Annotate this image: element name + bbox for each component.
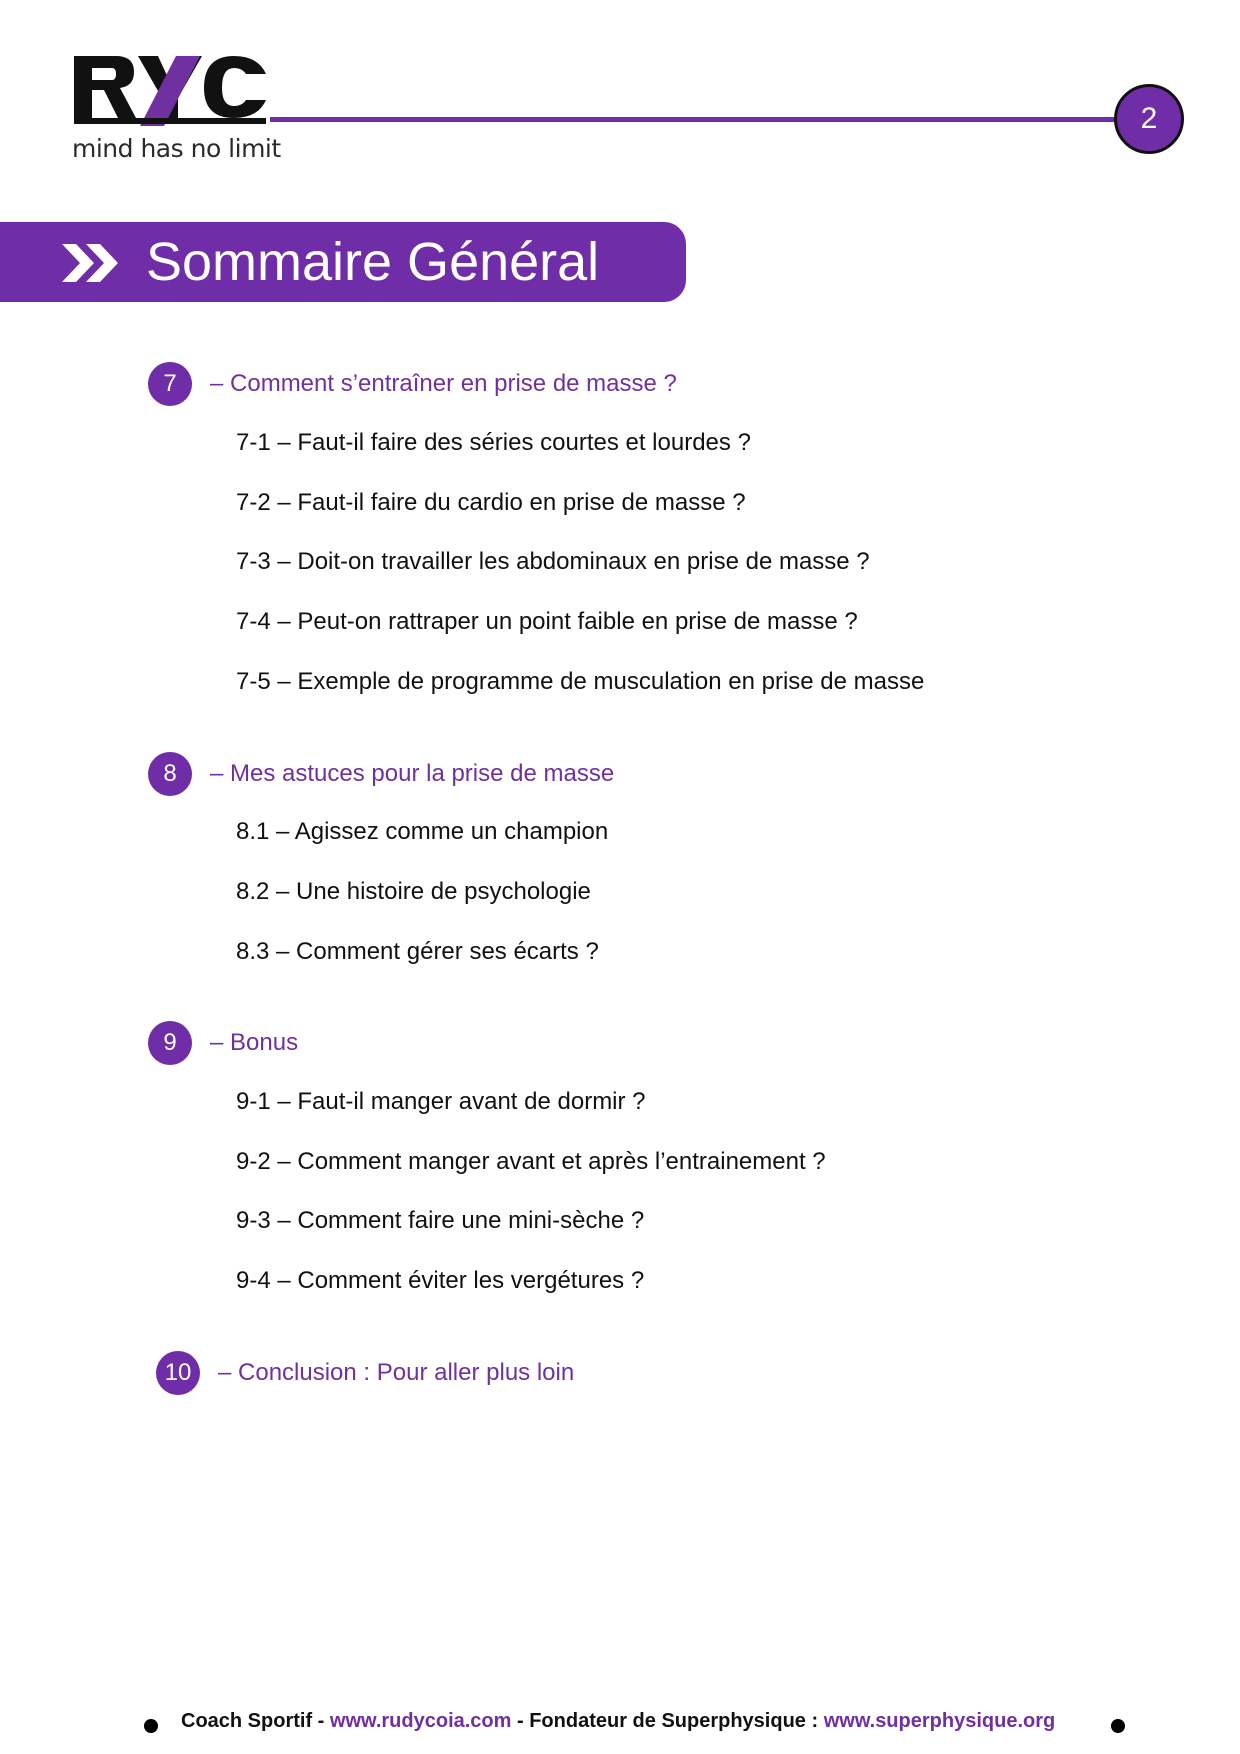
footer-founder-label: - Fondateur de Superphysique : bbox=[517, 1710, 819, 1732]
section-number: 7 bbox=[148, 362, 192, 406]
section-number: 10 bbox=[156, 1351, 200, 1395]
section-title[interactable]: – Mes astuces pour la prise de masse bbox=[210, 760, 615, 787]
footer-text bbox=[181, 1710, 1055, 1733]
footer bbox=[0, 1706, 1240, 1740]
section-title[interactable]: – Conclusion : Pour aller plus loin bbox=[218, 1359, 575, 1386]
bullet-icon bbox=[1111, 1719, 1125, 1733]
toc-item[interactable]: 9-2 – Comment manger avant et après l’entrainement ? bbox=[236, 1148, 826, 1175]
rudycoia-link[interactable]: www.rudycoia.com bbox=[329, 1710, 512, 1732]
section-title[interactable]: – Bonus bbox=[210, 1029, 299, 1056]
toc-item[interactable]: 8.2 – Une histoire de psychologie bbox=[236, 878, 591, 905]
toc-item[interactable]: 7-3 – Doit-on travailler les abdominaux en prise de masse ? bbox=[236, 548, 870, 575]
ryc-logo-mark bbox=[72, 52, 268, 130]
page-title: Sommaire Général bbox=[146, 232, 600, 292]
header-divider bbox=[270, 117, 1122, 122]
toc-item[interactable]: 7-4 – Peut-on rattraper un point faible en prise de masse ? bbox=[236, 608, 858, 635]
toc-item[interactable]: 8.1 – Agissez comme un champion bbox=[236, 818, 609, 845]
bullet-icon bbox=[144, 1719, 158, 1733]
footer-coach-label: Coach Sportif - bbox=[181, 1710, 325, 1732]
section-number: 8 bbox=[148, 752, 192, 796]
section-title[interactable]: – Comment s’entraîner en prise de masse ? bbox=[210, 370, 677, 397]
double-chevron-right-icon bbox=[58, 242, 124, 284]
toc-item[interactable]: 8.3 – Comment gérer ses écarts ? bbox=[236, 938, 599, 965]
section-number: 9 bbox=[148, 1021, 192, 1065]
logo-tagline: mind has no limit bbox=[72, 134, 281, 163]
toc-item[interactable]: 7-1 – Faut-il faire des séries courtes et lourdes ? bbox=[236, 429, 751, 456]
title-banner bbox=[0, 222, 686, 302]
toc-item[interactable]: 7-2 – Faut-il faire du cardio en prise de masse ? bbox=[236, 489, 746, 516]
toc-item[interactable]: 9-1 – Faut-il manger avant de dormir ? bbox=[236, 1088, 646, 1115]
toc-item[interactable]: 9-3 – Comment faire une mini-sèche ? bbox=[236, 1207, 645, 1234]
page-number: 2 bbox=[1114, 84, 1184, 154]
toc-item[interactable]: 7-5 – Exemple de programme de musculation en prise de masse bbox=[236, 668, 925, 695]
toc-item[interactable]: 9-4 – Comment éviter les vergétures ? bbox=[236, 1267, 645, 1294]
superphysique-link[interactable]: www.superphysique.org bbox=[823, 1710, 1056, 1732]
ryc-logo bbox=[72, 52, 281, 172]
